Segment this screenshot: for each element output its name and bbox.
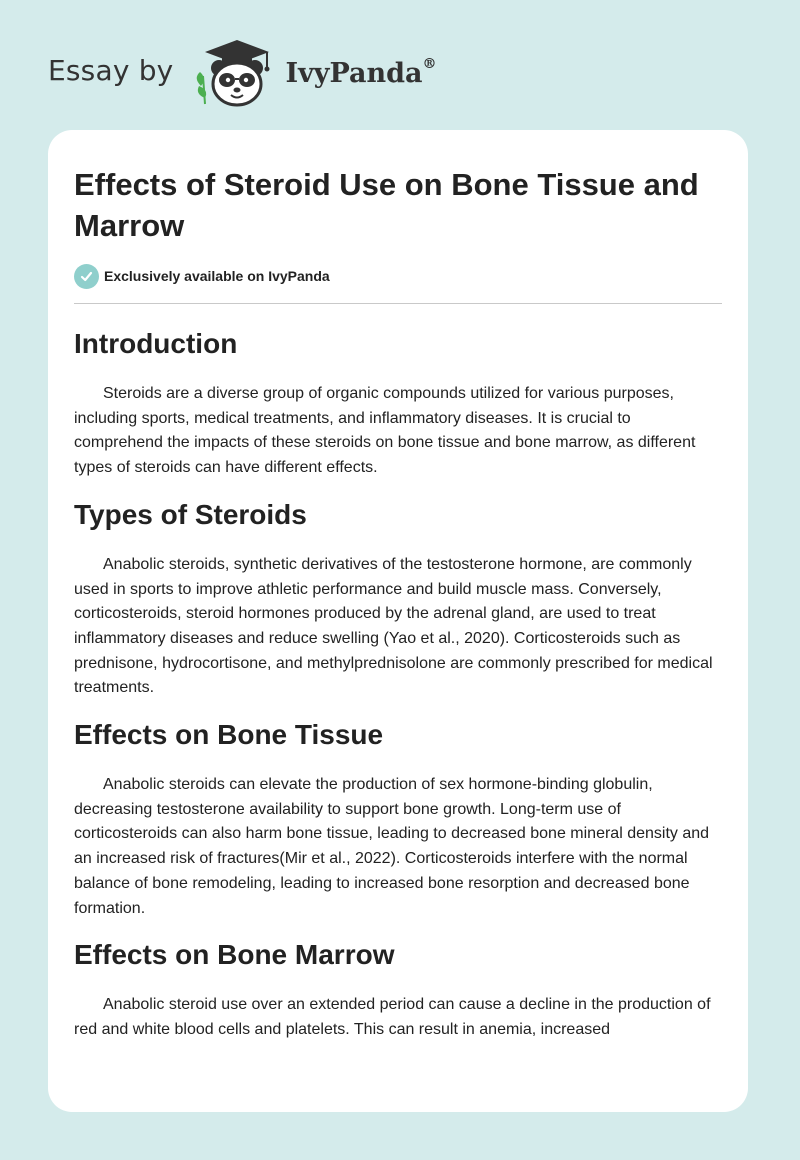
essay-title: Effects of Steroid Use on Bone Tissue and Marrow	[74, 167, 699, 243]
brand-header	[48, 34, 437, 110]
panda-logo-icon	[191, 34, 281, 110]
brand-name: IvyPanda®	[285, 55, 437, 89]
section-heading-types-of-steroids: Types of Steroids	[74, 498, 307, 530]
exclusive-label: Exclusively available on IvyPanda	[104, 268, 330, 284]
section-paragraph-types-of-steroids: Anabolic steroids, synthetic derivatives of the testosterone hormone, are commonly used in sports to improve athletic performance and build muscle mass. Conversely, corticosteroids, steroid hormones produced by the adrenal gland, are used to treat inflammatory diseases and reduce swelling (Yao et al., 2020). Corticosteroids such as prednisone, hydrocortisone, and methylprednisolone are commonly prescribed for medical treatments.	[74, 555, 713, 697]
section-heading-effects-on-bone-marrow: Effects on Bone Marrow	[74, 939, 395, 971]
check-icon	[74, 264, 99, 289]
brand-prefix: Essay by	[48, 53, 174, 87]
essay-card	[48, 130, 748, 1112]
section-heading-introduction: Introduction	[74, 328, 238, 359]
exclusive-badge	[74, 263, 722, 289]
divider	[74, 303, 722, 304]
section-paragraph-introduction: Steroids are a diverse group of organic compounds utilized for various purposes, including sports, medical treatments, and inflammatory diseases. It is crucial to comprehend the impacts of these steroids on bone tissue and bone marrow, as different types of steroids can have different effects.	[74, 385, 696, 477]
section-paragraph-effects-on-bone-marrow: Anabolic steroid use over an extended period can cause a decline in the production of red and white blood cells and platelets. This can result in anemia, increased	[74, 996, 711, 1038]
section-heading-effects-on-bone-tissue: Effects on Bone Tissue	[74, 719, 384, 751]
section-paragraph-effects-on-bone-tissue: Anabolic steroids can elevate the production of sex hormone-binding globulin, decreasing testosterone availability to support bone growth. Long-term use of corticosteroids can also harm bone tissue, leading to decreased bone mineral density and an increased risk of fractures(Mir et al., 2022). Corticosteroids interfere with the normal balance of bone remodeling, leading to increased bone resorption and decreased bone formation.	[74, 776, 710, 917]
